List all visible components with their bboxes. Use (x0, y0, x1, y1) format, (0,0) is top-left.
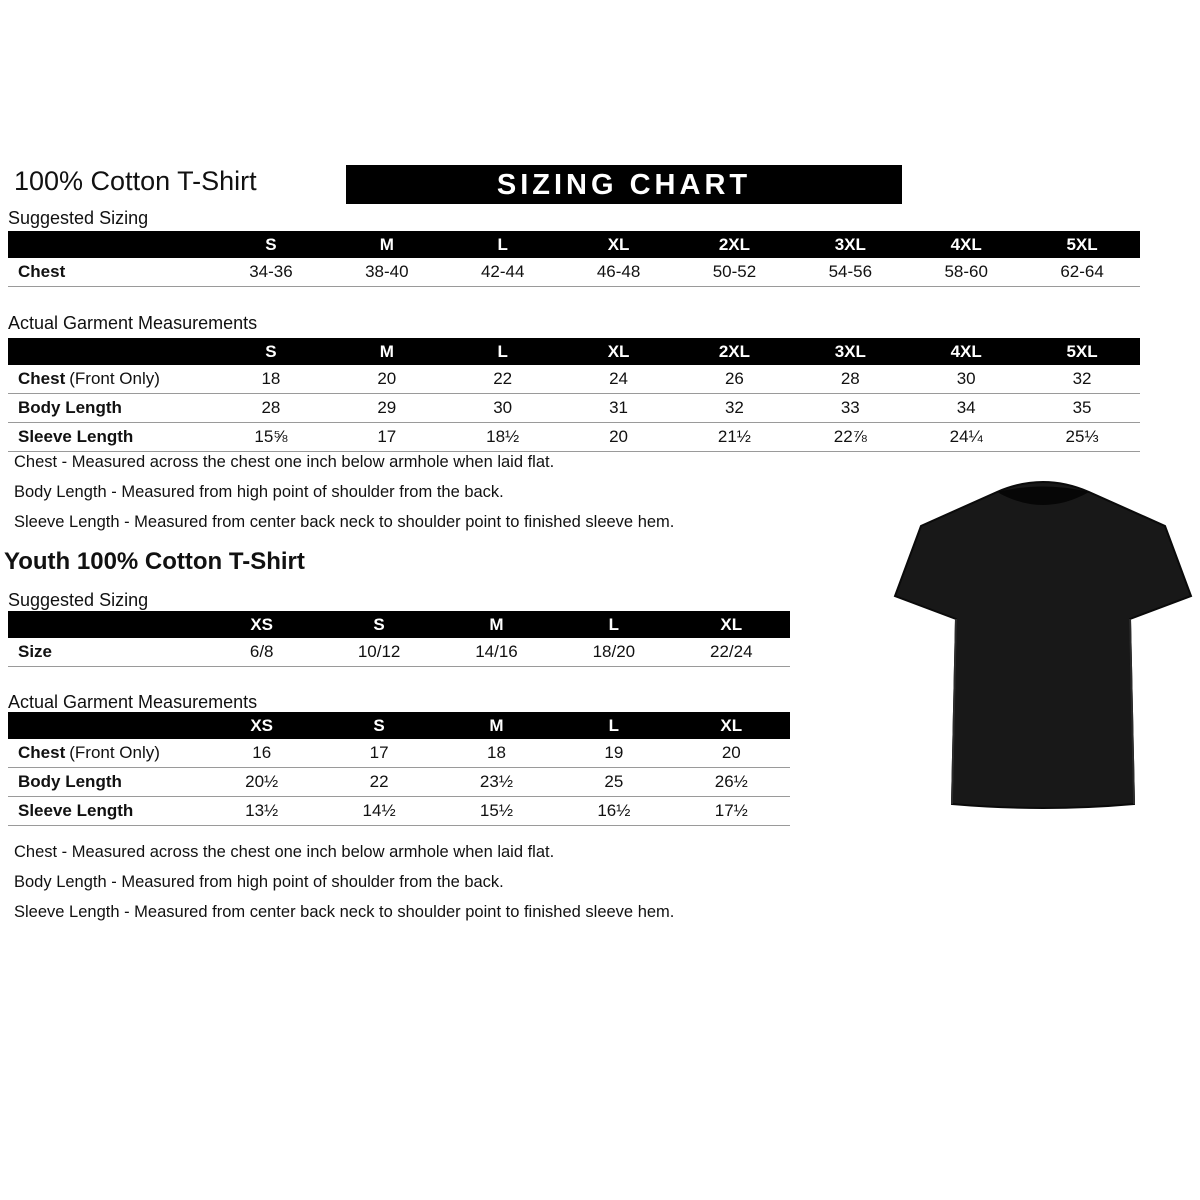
tshirt-image (893, 468, 1193, 816)
row-label-cell (8, 365, 213, 394)
table-row (8, 423, 1140, 452)
col-header: 2XL (677, 338, 793, 365)
col-header: 3XL (792, 338, 908, 365)
col-header: XS (203, 712, 320, 739)
note-line: Body Length - Measured from high point of shoulder from the back. (14, 873, 504, 891)
col-header: 5XL (1024, 338, 1140, 365)
cell: 62-64 (1024, 258, 1140, 287)
cell: 38-40 (329, 258, 445, 287)
cell: 22 (445, 365, 561, 394)
row-label: Body Length (18, 772, 122, 791)
col-header: 5XL (1024, 231, 1140, 258)
col-header: M (329, 338, 445, 365)
col-header: L (445, 338, 561, 365)
col-header: M (438, 611, 555, 638)
cell: 50-52 (677, 258, 793, 287)
col-header: M (438, 712, 555, 739)
cell: 33 (792, 394, 908, 423)
tshirt-graphic (893, 468, 1193, 816)
col-header: 2XL (677, 231, 793, 258)
cell: 30 (445, 394, 561, 423)
table-row (8, 638, 790, 667)
youth-actual-table (8, 712, 790, 826)
cell: 34-36 (213, 258, 329, 287)
cell: 17 (320, 739, 437, 768)
col-header: XS (203, 611, 320, 638)
note-line: Body Length - Measured from high point of shoulder from the back. (14, 483, 504, 501)
cell: 15⅝ (213, 423, 329, 452)
cell: 22 (320, 768, 437, 797)
header-row (8, 712, 790, 739)
cell: 54-56 (792, 258, 908, 287)
youth-measurement-notes (14, 842, 674, 932)
table-row (8, 394, 1140, 423)
header-row (8, 231, 1140, 258)
adult-measurement-notes (14, 452, 674, 542)
cell: 17 (329, 423, 445, 452)
cell: 24¼ (908, 423, 1024, 452)
cell: 20 (329, 365, 445, 394)
cell: 21½ (677, 423, 793, 452)
cell: 25 (555, 768, 672, 797)
cell: 14½ (320, 797, 437, 826)
cell: 46-48 (561, 258, 677, 287)
cell: 17½ (673, 797, 790, 826)
cell: 26 (677, 365, 793, 394)
cell: 58-60 (908, 258, 1024, 287)
note-line: Chest - Measured across the chest one inch below armhole when laid flat. (14, 843, 555, 861)
row-label-cell (8, 423, 213, 452)
col-header: L (445, 231, 561, 258)
table-row (8, 365, 1140, 394)
cell: 20 (673, 739, 790, 768)
corner-cell (8, 231, 213, 258)
table-row (8, 739, 790, 768)
col-header: 3XL (792, 231, 908, 258)
cell: 16 (203, 739, 320, 768)
col-header: S (320, 611, 437, 638)
row-label: Body Length (18, 398, 122, 417)
youth-actual-heading: Actual Garment Measurements (8, 692, 258, 712)
note-line: Sleeve Length - Measured from center back neck to shoulder point to finished sleeve hem. (14, 903, 675, 921)
cell: 14/16 (438, 638, 555, 667)
col-header: S (320, 712, 437, 739)
table-row (8, 768, 790, 797)
col-header: L (555, 611, 672, 638)
cell: 15½ (438, 797, 555, 826)
corner-cell (8, 611, 203, 638)
row-label: Chest (18, 743, 66, 762)
youth-title: Youth 100% Cotton T-Shirt (4, 548, 305, 575)
col-header: 4XL (908, 338, 1024, 365)
cell: 6/8 (203, 638, 320, 667)
row-label: Chest (18, 262, 66, 281)
cell: 18 (213, 365, 329, 394)
cell: 20 (561, 423, 677, 452)
adult-actual-table (8, 338, 1140, 452)
table-row (8, 797, 790, 826)
cell: 10/12 (320, 638, 437, 667)
cell: 34 (908, 394, 1024, 423)
cell: 31 (561, 394, 677, 423)
tshirt-body (895, 482, 1191, 808)
cell: 35 (1024, 394, 1140, 423)
row-label-cell (8, 768, 203, 797)
cell: 18/20 (555, 638, 672, 667)
cell: 20½ (203, 768, 320, 797)
cell: 19 (555, 739, 672, 768)
cell: 16½ (555, 797, 672, 826)
table-row (8, 258, 1140, 287)
header-row (8, 611, 790, 638)
cell: 32 (677, 394, 793, 423)
col-header: S (213, 338, 329, 365)
row-label-suffix: (Front Only) (69, 743, 160, 762)
row-label-cell (8, 797, 203, 826)
cell: 25⅓ (1024, 423, 1140, 452)
row-label: Sleeve Length (18, 801, 134, 820)
note-line: Chest - Measured across the chest one inch below armhole when laid flat. (14, 453, 555, 471)
cell: 23½ (438, 768, 555, 797)
row-label-cell (8, 258, 213, 287)
cell: 24 (561, 365, 677, 394)
corner-cell (8, 712, 203, 739)
col-header: XL (673, 611, 790, 638)
row-label-cell (8, 394, 213, 423)
row-label-cell (8, 739, 203, 768)
cell: 30 (908, 365, 1024, 394)
adult-suggested-table (8, 231, 1140, 287)
row-label-cell (8, 638, 203, 667)
cell: 26½ (673, 768, 790, 797)
row-label: Chest (18, 369, 66, 388)
adult-actual-heading: Actual Garment Measurements (8, 313, 258, 333)
row-label-suffix: (Front Only) (69, 369, 160, 388)
col-header: S (213, 231, 329, 258)
sizing-chart-banner: SIZING CHART (346, 165, 902, 204)
cell: 22⅞ (792, 423, 908, 452)
col-header: XL (561, 231, 677, 258)
row-label: Size (18, 642, 53, 661)
page-title: 100% Cotton T-Shirt (14, 166, 257, 196)
cell: 22/24 (673, 638, 790, 667)
cell: 13½ (203, 797, 320, 826)
cell: 28 (213, 394, 329, 423)
cell: 18½ (445, 423, 561, 452)
cell: 29 (329, 394, 445, 423)
row-label: Sleeve Length (18, 427, 134, 446)
youth-suggested-table (8, 611, 790, 667)
corner-cell (8, 338, 213, 365)
col-header: L (555, 712, 672, 739)
cell: 42-44 (445, 258, 561, 287)
adult-suggested-heading: Suggested Sizing (8, 208, 149, 228)
col-header: M (329, 231, 445, 258)
note-line: Sleeve Length - Measured from center back neck to shoulder point to finished sleeve hem. (14, 513, 675, 531)
cell: 28 (792, 365, 908, 394)
youth-suggested-heading: Suggested Sizing (8, 590, 149, 610)
cell: 18 (438, 739, 555, 768)
cell: 32 (1024, 365, 1140, 394)
col-header: XL (673, 712, 790, 739)
col-header: 4XL (908, 231, 1024, 258)
col-header: XL (561, 338, 677, 365)
header-row (8, 338, 1140, 365)
